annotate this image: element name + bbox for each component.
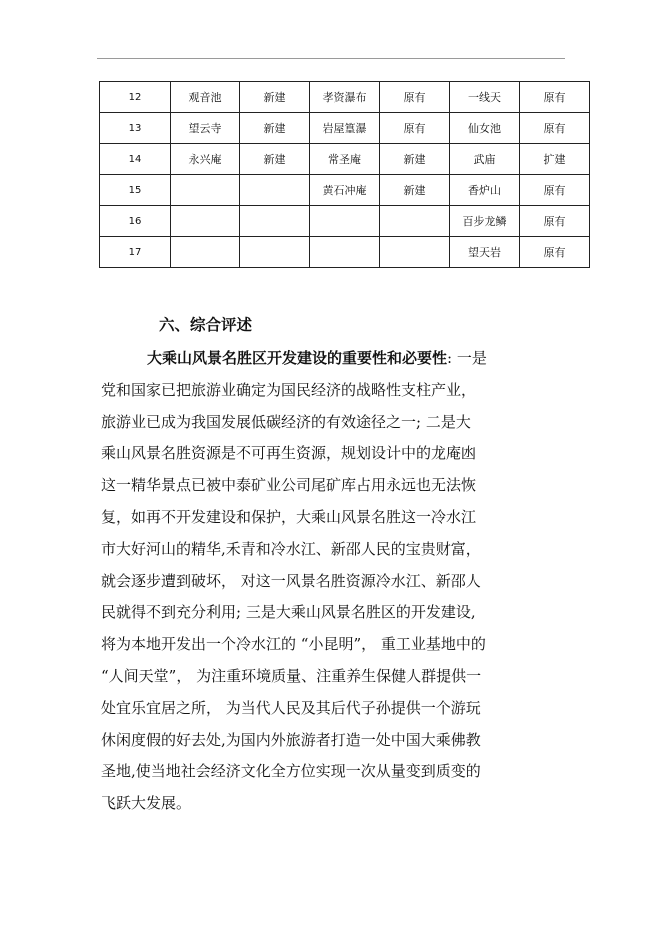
spot-name [171,175,240,206]
spot-status [240,206,310,237]
scenic-spots-table [99,81,590,268]
paragraph-line: 圣地,使当地社会经济文化全方位实现一次从量变到质变的 [101,762,481,781]
spot-status [240,175,310,206]
spot-status: 原有 [520,175,590,206]
spot-name [310,206,380,237]
spot-name: 常圣庵 [310,144,380,175]
spot-name: 黄石冲庵 [310,175,380,206]
spot-name: 武庙 [450,144,520,175]
paragraph-line: 这一精华景点已被中泰矿业公司尾矿库占用永远也无法恢 [101,476,477,495]
table-row [100,175,590,206]
spot-status: 新建 [380,144,450,175]
spot-status: 新建 [240,82,310,113]
row-number: 13 [100,113,171,144]
spot-status: 原有 [520,206,590,237]
table-row [100,237,590,268]
paragraph-line: 复，如再不开发建设和保护，大乘山风景名胜这一冷水江 [101,507,477,526]
paragraph-line: 市大好河山的精华,禾青和冷水江、新邵人民的宝贵财富， [101,539,481,558]
spot-name: 观音池 [171,82,240,113]
spot-name [171,206,240,237]
spot-status: 新建 [240,113,310,144]
spot-name: 百步龙鳞 [450,206,520,237]
spot-name: 一线天 [450,82,520,113]
spot-name: 望云寺 [171,113,240,144]
paragraph-line: 飞跃大发展。 [101,794,192,813]
spot-status: 原有 [380,82,450,113]
table-row [100,113,590,144]
spot-status: 扩建 [520,144,590,175]
spot-status: 新建 [240,144,310,175]
spot-name [171,237,240,268]
section-heading: 六、综合评述 [159,316,253,334]
paragraph-line: “人间天堂”， 为注重环境质量、注重养生保健人群提供一 [101,666,482,685]
summary-paragraph [101,343,557,820]
spot-status: 原有 [380,113,450,144]
spot-status [380,206,450,237]
table-row [100,144,590,175]
row-number: 17 [100,237,171,268]
spot-status [380,237,450,268]
paragraph-line-text: : 一是 [447,349,487,367]
spot-status: 原有 [520,237,590,268]
paragraph-line: 休闲度假的好去处,为国内外旅游者打造一处中国大乘佛教 [101,730,481,749]
paragraph-line: 民就得不到充分利用; 三是大乘山风景名胜区的开发建设, [101,603,476,622]
paragraph-line: 就会逐步遭到破坏， 对这一风景名胜资源冷水江、新邵人 [101,571,481,590]
spot-name: 香炉山 [450,175,520,206]
spot-status: 原有 [520,113,590,144]
spot-name: 岩屋篁瀑 [310,113,380,144]
table-row [100,206,590,237]
spot-status [240,237,310,268]
spot-name: 仙女池 [450,113,520,144]
row-number: 12 [100,82,171,113]
paragraph-line [101,343,557,375]
header-rule [97,58,565,59]
spot-status: 原有 [520,82,590,113]
spot-name: 永兴庵 [171,144,240,175]
paragraph-line: 旅游业已成为我国发展低碳经济的有效途径之一; 二是大 [101,412,471,431]
paragraph-line: 处宜乐宜居之所， 为当代人民及其后代子孙提供一个游玩 [101,698,481,717]
spot-name [310,237,380,268]
paragraph-line: 党和国家已把旅游业确定为国民经济的战略性支柱产业， [101,380,477,399]
spot-name: 望天岩 [450,237,520,268]
row-number: 16 [100,206,171,237]
row-number: 15 [100,175,171,206]
paragraph-line: 乘山风景名胜资源是不可再生资源，规划设计中的龙庵凼 [101,444,477,463]
spot-status: 新建 [380,175,450,206]
spot-name: 孝资瀑布 [310,82,380,113]
paragraph-line: 将为本地开发出一个冷水江的 “小昆明”， 重工业基地中的 [101,635,486,654]
paragraph-lead: 大乘山风景名胜区开发建设的重要性和必要性 [147,349,448,367]
table-row [100,82,590,113]
row-number: 14 [100,144,171,175]
